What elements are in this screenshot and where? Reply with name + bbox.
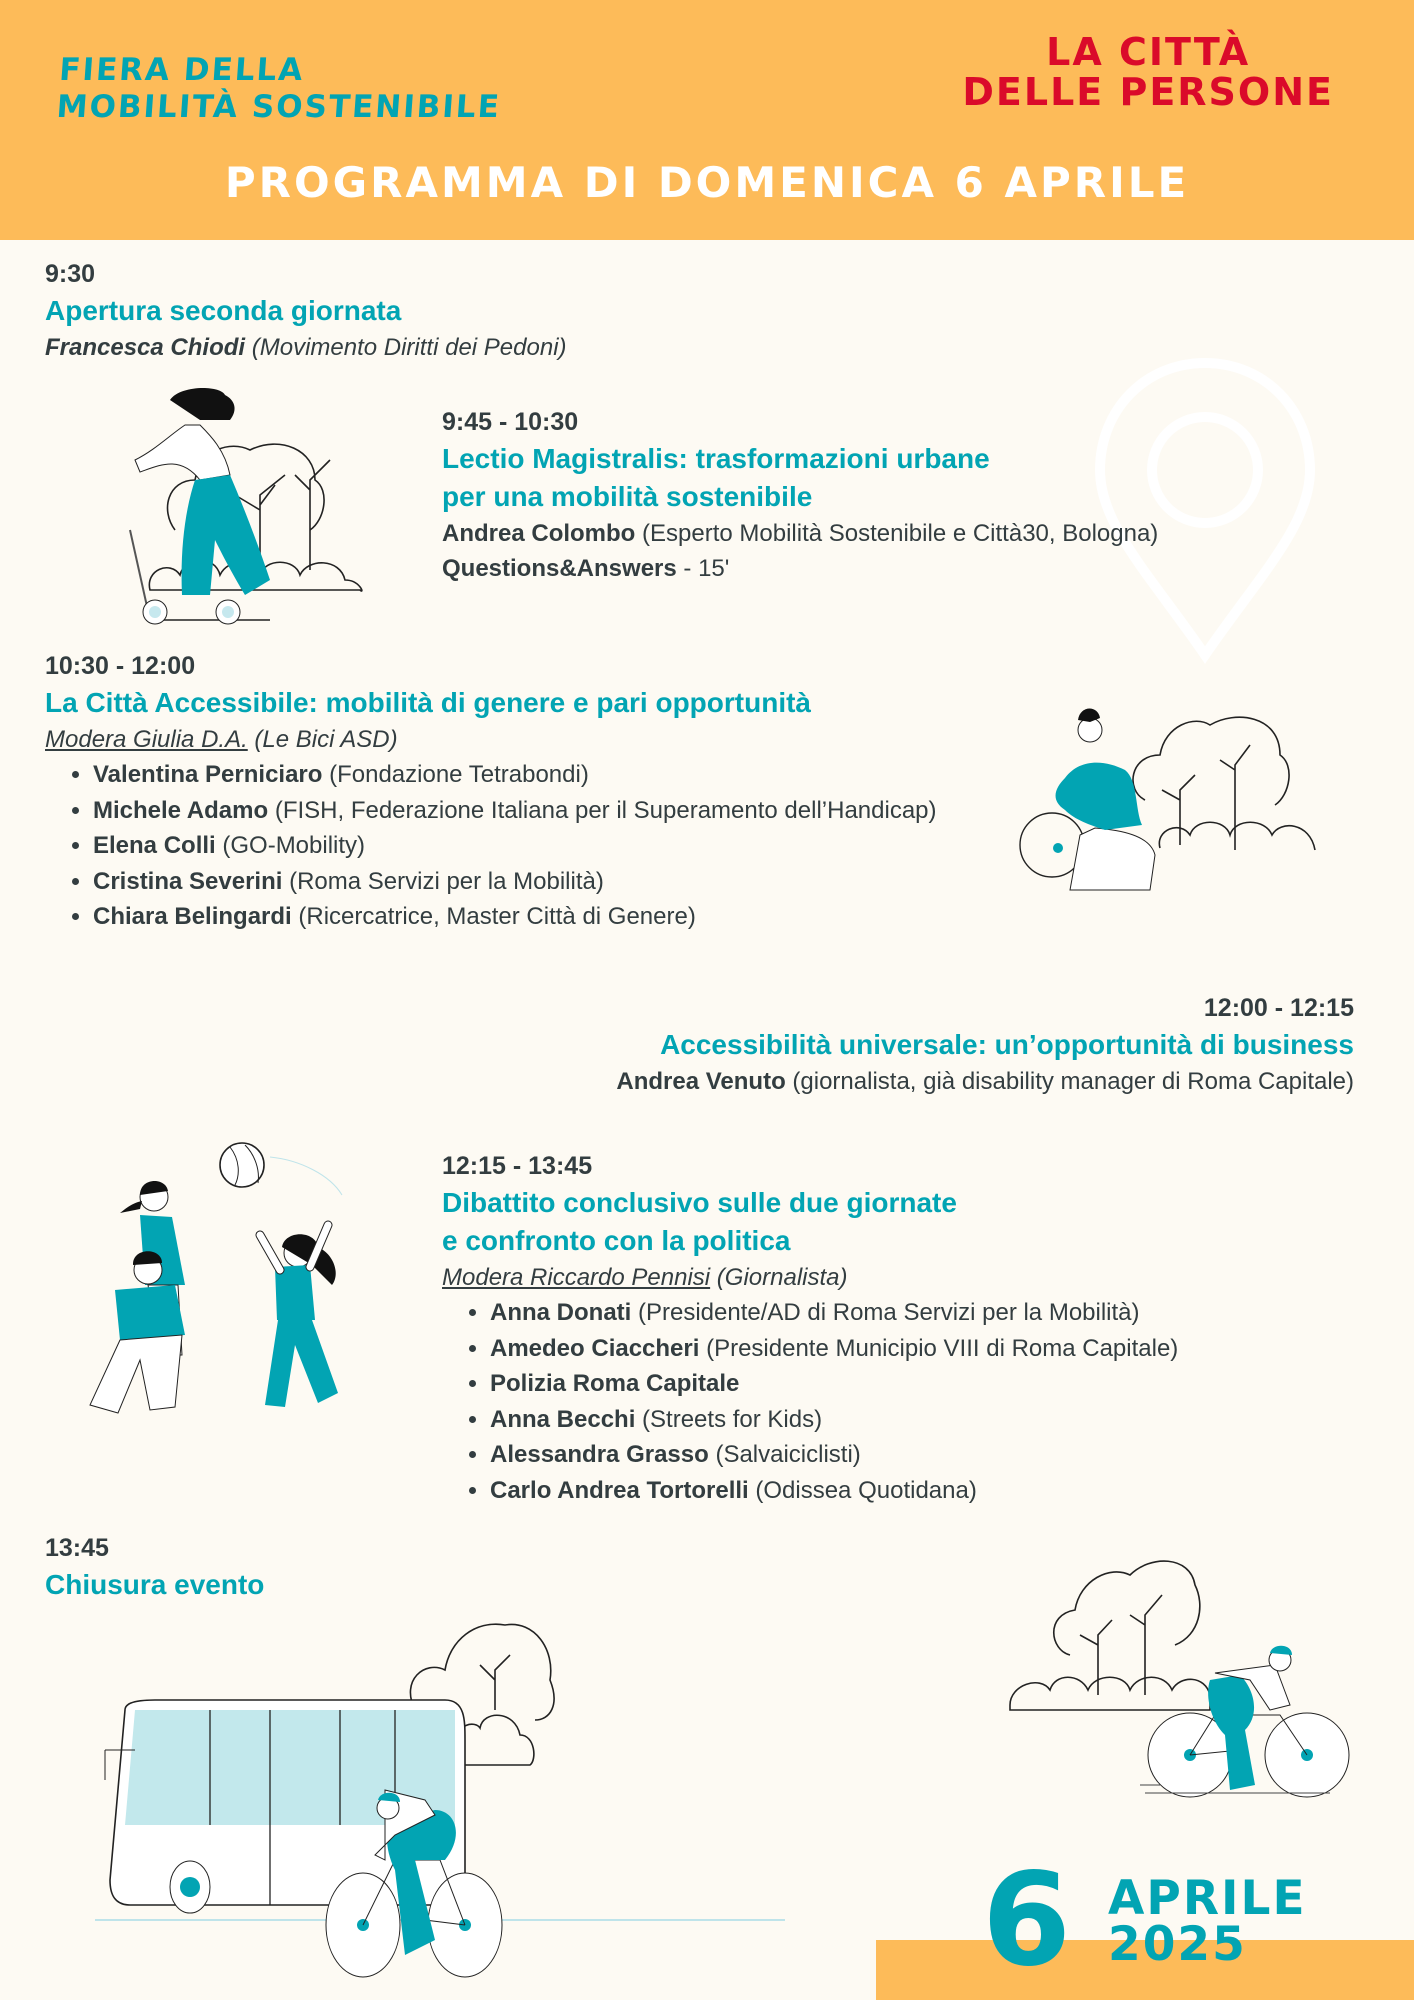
speaker-org: (giornalista, già disability manager di Roma Capitale)	[785, 1068, 1354, 1095]
speaker-name: Andrea Colombo	[442, 520, 636, 547]
speaker-org: (Streets for Kids)	[635, 1405, 823, 1433]
speaker-name: Anna Becchi	[490, 1405, 636, 1433]
page-title: PROGRAMMA DI DOMENICA 6 APRILE	[224, 158, 1190, 207]
cyclist-trees-illustration	[1000, 1545, 1360, 1805]
speaker-name: Carlo Andrea Tortorelli	[490, 1476, 749, 1504]
speaker-item	[490, 1331, 1402, 1367]
speaker-item	[490, 1366, 1402, 1402]
event-title-line1: Dibattito conclusivo sulle due giornate	[442, 1187, 957, 1218]
footer-month: APRILE	[1108, 1871, 1307, 1926]
footer-day: 6	[982, 1846, 1072, 1995]
event-chiusura	[45, 1530, 264, 1604]
speaker-item	[93, 828, 1005, 864]
moderator-name: Modera Riccardo Pennisi	[442, 1264, 711, 1291]
speaker-item	[490, 1402, 1402, 1438]
brand-fiera-line1: FIERA DELLA	[58, 52, 306, 88]
event-accessibilita-universale	[300, 990, 1354, 1099]
header-banner	[0, 0, 1414, 240]
event-lectio-magistralis	[442, 404, 1158, 586]
event-time: 12:15 - 13:45	[442, 1152, 593, 1180]
speaker-item	[93, 757, 1005, 793]
speaker-org: (Salvaiciclisti)	[708, 1441, 861, 1468]
speaker-list	[45, 757, 1005, 935]
qa-duration: - 15'	[676, 555, 730, 582]
qa-label: Questions&Answers	[442, 555, 677, 582]
speaker-item	[93, 864, 1005, 900]
speaker-list	[442, 1295, 1402, 1508]
event-time: 9:45 - 10:30	[442, 408, 579, 436]
event-time: 12:00 - 12:15	[1203, 994, 1354, 1022]
kids-playing-ball-illustration	[70, 1135, 370, 1435]
speaker-name: Valentina Perniciaro	[93, 761, 323, 788]
speaker-name: Michele Adamo	[93, 796, 269, 824]
speaker-org: (Roma Servizi per la Mobilità)	[282, 867, 604, 895]
speaker-org: (Fondazione Tetrabondi)	[322, 761, 589, 788]
speaker-org: (Ricercatrice, Master Città di Genere)	[291, 903, 696, 930]
bus-cyclist-illustration	[95, 1610, 795, 1990]
event-title-line2: e confronto con la politica	[442, 1225, 791, 1256]
event-title: Accessibilità universale: un’opportunità di business	[660, 1029, 1354, 1060]
event-apertura	[45, 256, 567, 365]
moderator-org: (Giornalista)	[710, 1264, 848, 1291]
event-time: 13:45	[45, 1534, 109, 1562]
speaker-item	[93, 793, 1005, 829]
brand-citta-line2: DELLE PERSONE	[962, 70, 1334, 114]
event-title-line1: Lectio Magistralis: trasformazioni urbane	[442, 443, 990, 474]
brand-citta-line1: LA CITTÀ	[1046, 30, 1251, 74]
event-moderator	[442, 1260, 1402, 1295]
speaker-org: (Presidente Municipio VIII di Roma Capitale)	[699, 1334, 1179, 1362]
speaker-org: (GO-Mobility)	[215, 832, 366, 859]
event-dibattito-conclusivo	[442, 1148, 1402, 1508]
speaker-item	[93, 899, 1005, 935]
event-title: Chiusura evento	[45, 1569, 265, 1600]
speaker-name: Francesca Chiodi	[45, 334, 246, 361]
speaker-org: (Movimento Diritti dei Pedoni)	[251, 334, 567, 361]
speaker-name: Alessandra Grasso	[490, 1441, 709, 1468]
speaker-name: Anna Donati	[490, 1299, 632, 1326]
footer-month-year	[1108, 1871, 1307, 1972]
footer-year: 2025	[1108, 1917, 1247, 1972]
speaker-item	[490, 1473, 1402, 1509]
event-citta-accessibile	[45, 648, 1005, 935]
brand-citta-persone	[962, 32, 1334, 112]
speaker-item	[490, 1295, 1402, 1331]
event-title-line2: per una mobilità sostenibile	[442, 481, 813, 512]
event-qa	[442, 551, 1158, 586]
speaker-name: Cristina Severini	[93, 867, 283, 895]
speaker-name: Chiara Belingardi	[93, 903, 292, 930]
scooter-woman-illustration	[60, 380, 390, 625]
speaker-org: (Presidente/AD di Roma Servizi per la Mobilità)	[631, 1299, 1140, 1326]
speaker-org: (Odissea Quotidana)	[748, 1476, 977, 1504]
moderator-name: Modera Giulia D.A.	[45, 726, 248, 753]
speaker-org: (FISH, Federazione Italiana per il Superamento dell’Handicap)	[268, 796, 937, 824]
brand-fiera-line2: MOBILITÀ SOSTENIBILE	[55, 89, 503, 125]
moderator-org: (Le Bici ASD)	[247, 726, 398, 753]
speaker-org: (Esperto Mobilità Sostenibile e Città30, Bologna)	[642, 520, 1159, 547]
speaker-item	[490, 1437, 1402, 1473]
speaker-name: Elena Colli	[93, 832, 216, 859]
event-time: 9:30	[45, 260, 96, 288]
event-title: La Città Accessibile: mobilità di genere e pari opportunità	[45, 687, 811, 718]
speaker-name: Andrea Venuto	[616, 1068, 786, 1095]
event-speaker	[442, 516, 1158, 551]
event-moderator	[45, 722, 1005, 757]
brand-fiera	[55, 52, 504, 126]
event-title: Apertura seconda giornata	[45, 295, 402, 326]
event-speaker	[300, 1064, 1354, 1099]
event-time: 10:30 - 12:00	[45, 652, 196, 680]
wheelchair-man-illustration	[1010, 670, 1330, 895]
speaker-name: Polizia Roma Capitale	[490, 1370, 740, 1397]
speaker-name: Amedeo Ciaccheri	[490, 1334, 700, 1362]
event-speaker	[45, 330, 567, 365]
